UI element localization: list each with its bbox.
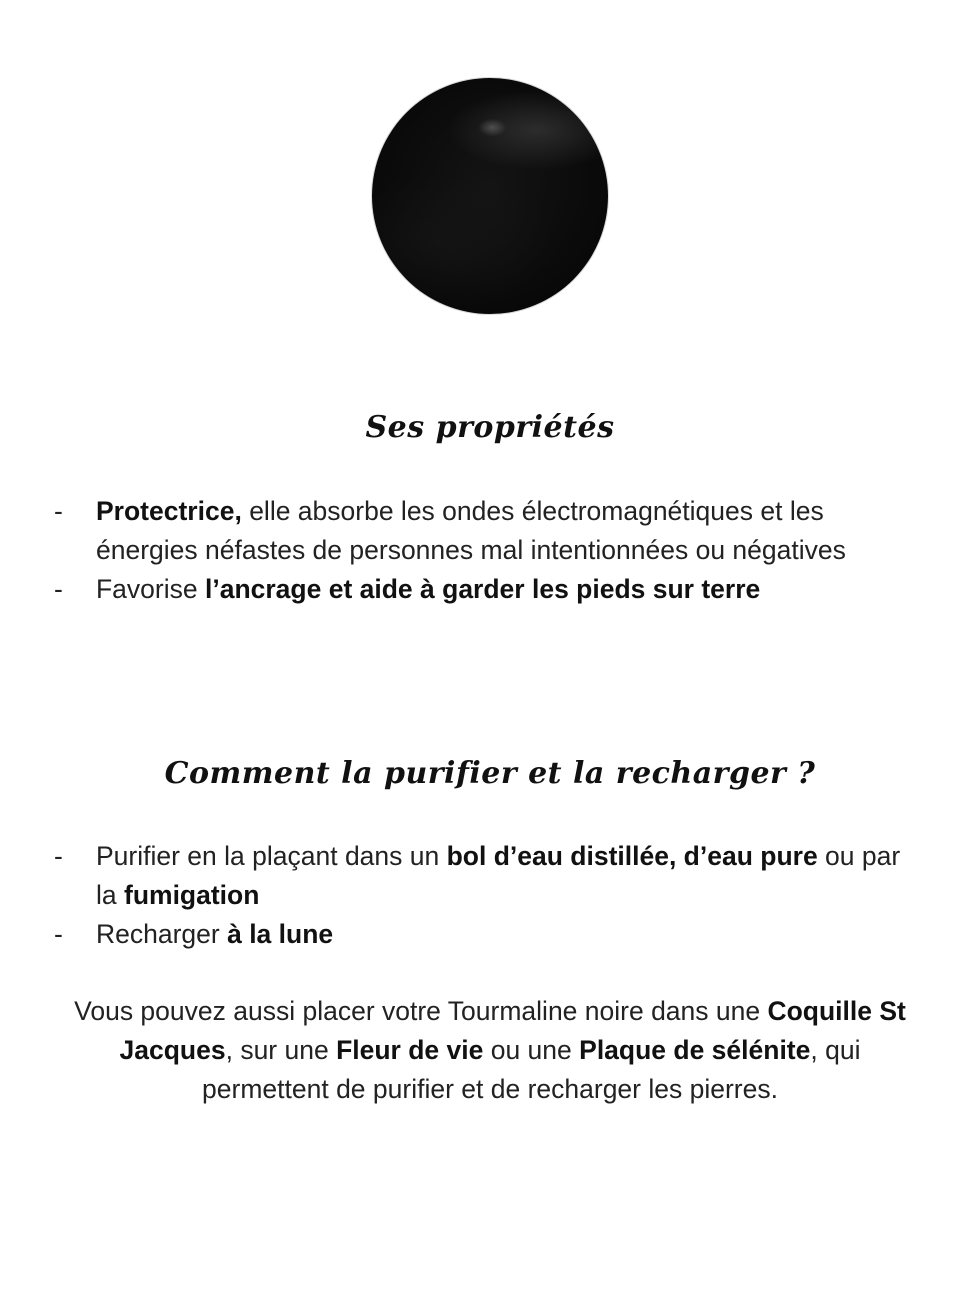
black-tourmaline-stone-image	[372, 78, 608, 314]
item-text: Recharger	[96, 919, 228, 949]
list-item	[0, 570, 980, 609]
paragraph-bold: Coquille St Jacques	[119, 996, 906, 1065]
dash-bullet: -	[54, 496, 63, 526]
item-bold: à la lune	[227, 919, 334, 949]
dash-bullet: -	[54, 841, 63, 871]
paragraph-bold: Fleur de vie	[336, 1035, 484, 1065]
paragraph-text: , sur une	[225, 1035, 337, 1065]
list-item	[0, 492, 980, 570]
item-text: Purifier en la plaçant dans un	[96, 841, 447, 871]
item-bold: fumigation	[124, 880, 260, 910]
paragraph-text: Vous pouvez aussi placer votre Tourmaline noire dans une	[74, 996, 768, 1026]
item-text: ou par la	[96, 841, 901, 910]
item-text: Favorise	[96, 574, 205, 604]
dash-bullet: -	[54, 574, 63, 604]
purify-list	[0, 837, 980, 954]
item-text: elle absorbe les ondes électromagnétiques et les énergies néfastes de personnes mal intentionnées ou négatives	[96, 496, 846, 565]
purify-recharge-title: Comment la purifier et la recharger ?	[164, 756, 816, 791]
list-item	[0, 837, 980, 915]
paragraph-bold: Plaque de sélénite	[579, 1035, 811, 1065]
item-bold: l’ancrage et aide à garder les pieds sur terre	[204, 574, 761, 604]
properties-title: Ses propriétés	[365, 410, 615, 445]
paragraph-text: ou une	[483, 1035, 580, 1065]
item-bold: Protectrice,	[96, 496, 242, 526]
item-bold: bol d’eau distillée, d’eau pure	[446, 841, 818, 871]
paragraph-text: , qui permettent de purifier et de recharger les pierres.	[202, 1035, 861, 1104]
list-item	[0, 915, 980, 954]
dash-bullet: -	[54, 919, 63, 949]
properties-list	[0, 492, 980, 609]
closing-paragraph	[60, 992, 920, 1109]
